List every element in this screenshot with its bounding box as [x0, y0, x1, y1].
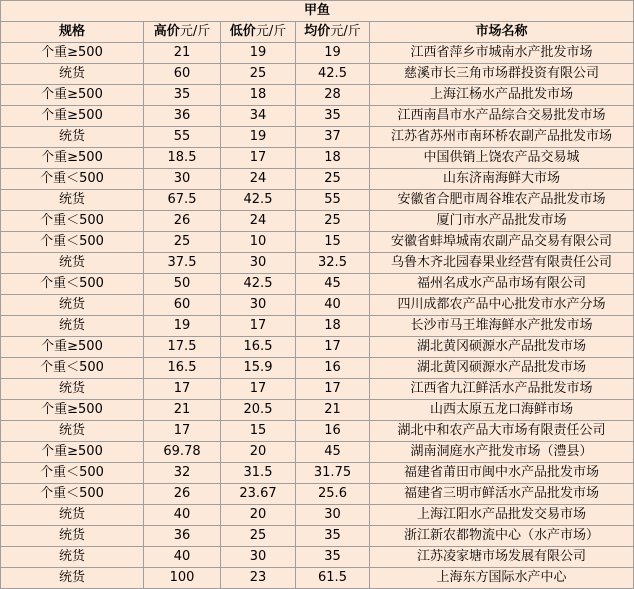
market-name-cell: 江西省九江鲜活水产品批发市场	[370, 379, 634, 400]
market-name-cell: 上海江阳水产品批发交易市场	[370, 505, 634, 526]
low-price-cell: 17	[221, 379, 296, 400]
avg-price-cell: 16	[296, 421, 370, 442]
spec-cell: 统货	[1, 64, 144, 85]
avg-price-cell: 35	[296, 547, 370, 568]
spec-cell: 个重＜500	[1, 274, 144, 295]
spec-cell: 个重＜500	[1, 169, 144, 190]
market-name-cell: 江西南昌市水产品综合交易批发市场	[370, 106, 634, 127]
table-row	[1, 43, 634, 64]
table-row	[1, 316, 634, 337]
high-price-cell: 18.5	[144, 148, 221, 169]
market-name-cell: 湖北黄冈硕源水产品批发市场	[370, 337, 634, 358]
low-price-cell: 15	[221, 421, 296, 442]
avg-price-cell: 35	[296, 106, 370, 127]
avg-price-cell: 25.6	[296, 484, 370, 505]
table-row	[1, 64, 634, 85]
table-row	[1, 568, 634, 589]
table-row	[1, 484, 634, 505]
avg-price-cell: 42.5	[296, 64, 370, 85]
table-row	[1, 379, 634, 400]
spec-cell: 统货	[1, 316, 144, 337]
header-high-label: 高价	[153, 24, 180, 39]
header-low-label: 低价	[229, 24, 256, 39]
avg-price-cell: 18	[296, 316, 370, 337]
market-name-cell: 安徽省蚌埠城南农副产品交易有限公司	[370, 232, 634, 253]
avg-price-cell: 61.5	[296, 568, 370, 589]
header-avg-label: 均价	[304, 24, 331, 39]
market-name-cell: 浙江新农都物流中心（水产市场）	[370, 526, 634, 547]
low-price-cell: 42.5	[221, 274, 296, 295]
market-name-cell: 上海江杨水产品批发市场	[370, 85, 634, 106]
low-price-cell: 20.5	[221, 400, 296, 421]
table-title: 甲鱼	[1, 1, 634, 22]
market-name-cell: 湖北中和农产品大市场有限责任公司	[370, 421, 634, 442]
low-price-cell: 17	[221, 316, 296, 337]
high-price-cell: 37.5	[144, 253, 221, 274]
header-avg-price	[296, 22, 370, 43]
table-row	[1, 253, 634, 274]
avg-price-cell: 18	[296, 148, 370, 169]
high-price-cell: 50	[144, 274, 221, 295]
spec-cell: 个重＜500	[1, 358, 144, 379]
spec-cell: 统货	[1, 253, 144, 274]
spec-cell: 个重≥500	[1, 148, 144, 169]
market-name-cell: 山西太原五龙口海鲜市场	[370, 400, 634, 421]
low-price-cell: 19	[221, 127, 296, 148]
avg-price-cell: 40	[296, 295, 370, 316]
avg-price-cell: 37	[296, 127, 370, 148]
high-price-cell: 17	[144, 379, 221, 400]
market-name-cell: 江西省萍乡市城南水产批发市场	[370, 43, 634, 64]
high-price-cell: 19	[144, 316, 221, 337]
high-price-cell: 100	[144, 568, 221, 589]
low-price-cell: 10	[221, 232, 296, 253]
table-row	[1, 274, 634, 295]
high-price-cell: 26	[144, 211, 221, 232]
market-name-cell: 上海东方国际水产中心	[370, 568, 634, 589]
low-price-cell: 20	[221, 442, 296, 463]
table-row	[1, 526, 634, 547]
market-name-cell: 福州名成水产品市场有限公司	[370, 274, 634, 295]
spec-cell: 个重≥500	[1, 400, 144, 421]
avg-price-cell: 21	[296, 400, 370, 421]
avg-price-cell: 45	[296, 274, 370, 295]
market-name-cell: 福建省三明市鲜活水产品批发市场	[370, 484, 634, 505]
high-price-cell: 21	[144, 43, 221, 64]
spec-cell: 统货	[1, 547, 144, 568]
spec-cell: 统货	[1, 526, 144, 547]
low-price-cell: 20	[221, 505, 296, 526]
spec-cell: 个重＜500	[1, 484, 144, 505]
spec-cell: 统货	[1, 505, 144, 526]
table-row	[1, 463, 634, 484]
low-price-cell: 23.67	[221, 484, 296, 505]
avg-price-cell: 16	[296, 358, 370, 379]
market-name-cell: 福建省莆田市闽中水产品批发市场	[370, 463, 634, 484]
low-price-cell: 42.5	[221, 190, 296, 211]
low-price-cell: 24	[221, 169, 296, 190]
high-price-cell: 40	[144, 505, 221, 526]
avg-price-cell: 17	[296, 337, 370, 358]
high-price-cell: 25	[144, 232, 221, 253]
high-price-cell: 55	[144, 127, 221, 148]
table-row	[1, 400, 634, 421]
high-price-cell: 17	[144, 421, 221, 442]
spec-cell: 统货	[1, 379, 144, 400]
low-price-cell: 25	[221, 526, 296, 547]
avg-price-cell: 35	[296, 526, 370, 547]
avg-price-cell: 55	[296, 190, 370, 211]
table-row	[1, 505, 634, 526]
low-price-cell: 30	[221, 295, 296, 316]
header-row	[1, 22, 634, 43]
low-price-cell: 31.5	[221, 463, 296, 484]
table-row	[1, 106, 634, 127]
table-row	[1, 442, 634, 463]
low-price-cell: 30	[221, 253, 296, 274]
high-price-cell: 32	[144, 463, 221, 484]
market-name-cell: 慈溪市长三角市场群投资有限公司	[370, 64, 634, 85]
spec-cell: 个重≥500	[1, 337, 144, 358]
avg-price-cell: 32.5	[296, 253, 370, 274]
high-price-cell: 69.78	[144, 442, 221, 463]
low-price-cell: 23	[221, 568, 296, 589]
spec-cell: 个重≥500	[1, 106, 144, 127]
header-market: 市场名称	[370, 22, 634, 43]
table-row	[1, 85, 634, 106]
table-row	[1, 190, 634, 211]
high-price-cell: 40	[144, 547, 221, 568]
low-price-cell: 15.9	[221, 358, 296, 379]
spec-cell: 统货	[1, 295, 144, 316]
market-name-cell: 中国供销上饶农产品交易城	[370, 148, 634, 169]
table-body	[1, 43, 634, 589]
market-name-cell: 江苏凌家塘市场发展有限公司	[370, 547, 634, 568]
high-price-cell: 30	[144, 169, 221, 190]
low-price-cell: 19	[221, 43, 296, 64]
spec-cell: 个重＜500	[1, 463, 144, 484]
low-price-cell: 24	[221, 211, 296, 232]
header-spec: 规格	[1, 22, 144, 43]
spec-cell: 个重≥500	[1, 43, 144, 64]
high-price-cell: 60	[144, 64, 221, 85]
table-row	[1, 232, 634, 253]
header-low-price	[221, 22, 296, 43]
market-name-cell: 厦门市水产品批发市场	[370, 211, 634, 232]
table-row	[1, 148, 634, 169]
market-name-cell: 湖北黄冈硕源水产品批发市场	[370, 358, 634, 379]
spec-cell: 统货	[1, 190, 144, 211]
spec-cell: 个重≥500	[1, 85, 144, 106]
spec-cell: 统货	[1, 127, 144, 148]
high-price-cell: 16.5	[144, 358, 221, 379]
avg-price-cell: 19	[296, 43, 370, 64]
avg-price-cell: 15	[296, 232, 370, 253]
table-row	[1, 169, 634, 190]
high-price-cell: 36	[144, 106, 221, 127]
spec-cell: 统货	[1, 421, 144, 442]
market-name-cell: 安徽省合肥市周谷堆农产品批发市场	[370, 190, 634, 211]
high-price-cell: 67.5	[144, 190, 221, 211]
market-name-cell: 江苏省苏州市南环桥农副产品批发市场	[370, 127, 634, 148]
title-row	[1, 1, 634, 22]
market-name-cell: 山东济南海鲜大市场	[370, 169, 634, 190]
high-price-cell: 36	[144, 526, 221, 547]
table-row	[1, 358, 634, 379]
high-price-cell: 60	[144, 295, 221, 316]
market-name-cell: 乌鲁木齐北园春果业经营有限责任公司	[370, 253, 634, 274]
table-row	[1, 337, 634, 358]
market-name-cell: 湖南洞庭水产批发市场（澧县）	[370, 442, 634, 463]
avg-price-cell: 25	[296, 169, 370, 190]
avg-price-cell: 30	[296, 505, 370, 526]
header-high-price	[144, 22, 221, 43]
table-row	[1, 211, 634, 232]
avg-price-cell: 25	[296, 211, 370, 232]
avg-price-cell: 31.75	[296, 463, 370, 484]
low-price-cell: 30	[221, 547, 296, 568]
high-price-cell: 21	[144, 400, 221, 421]
low-price-cell: 18	[221, 85, 296, 106]
spec-cell: 统货	[1, 568, 144, 589]
table-row	[1, 295, 634, 316]
high-price-cell: 26	[144, 484, 221, 505]
low-price-cell: 17	[221, 148, 296, 169]
header-high-unit: 元/斤	[179, 24, 211, 39]
high-price-cell: 35	[144, 85, 221, 106]
avg-price-cell: 17	[296, 379, 370, 400]
avg-price-cell: 28	[296, 85, 370, 106]
low-price-cell: 34	[221, 106, 296, 127]
low-price-cell: 25	[221, 64, 296, 85]
spec-cell: 个重＜500	[1, 232, 144, 253]
spec-cell: 个重＜500	[1, 211, 144, 232]
header-low-unit: 元/斤	[255, 24, 287, 39]
table-row	[1, 127, 634, 148]
avg-price-cell: 45	[296, 442, 370, 463]
market-name-cell: 四川成都农产品中心批发市水产分场	[370, 295, 634, 316]
table-row	[1, 421, 634, 442]
header-avg-unit: 元/斤	[330, 24, 361, 39]
market-name-cell: 长沙市马王堆海鲜水产批发市场	[370, 316, 634, 337]
high-price-cell: 17.5	[144, 337, 221, 358]
spec-cell: 个重≥500	[1, 442, 144, 463]
table-row	[1, 547, 634, 568]
low-price-cell: 16.5	[221, 337, 296, 358]
